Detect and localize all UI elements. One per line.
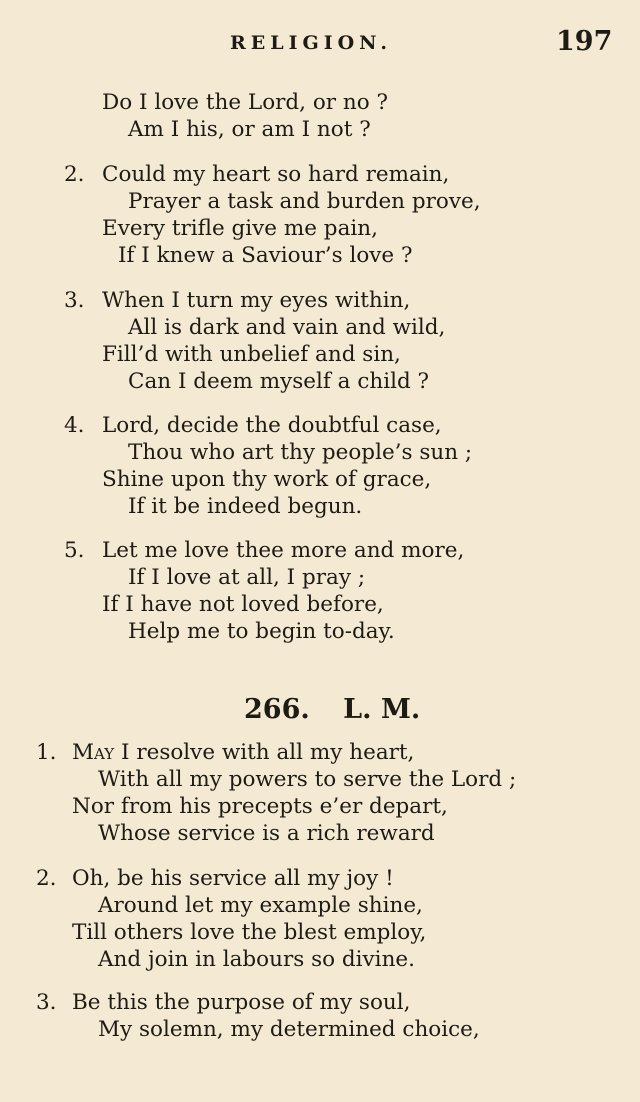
page-number: 197 bbox=[556, 26, 613, 57]
verse-line: If I knew a Saviour’s love ? bbox=[118, 243, 413, 268]
verse-line: If I have not loved before, bbox=[102, 592, 384, 617]
drop-word: May bbox=[72, 740, 115, 765]
stanza-number: 3. bbox=[64, 288, 85, 313]
stanza-number: 3. bbox=[36, 990, 57, 1015]
verse-line: Can I deem myself a child ? bbox=[128, 369, 430, 394]
verse-line: If I love at all, I pray ; bbox=[128, 565, 366, 590]
stanza-number: 2. bbox=[36, 866, 57, 891]
verse-line: Help me to begin to-day. bbox=[128, 619, 395, 644]
hymn-heading bbox=[244, 694, 420, 725]
running-head: RELIGION. bbox=[230, 32, 392, 54]
verse-line: Could my heart so hard remain, bbox=[102, 162, 450, 187]
verse-line: And join in labours so divine. bbox=[98, 947, 415, 972]
hymn-meter: L. M. bbox=[343, 694, 421, 725]
verse-line: Do I love the Lord, or no ? bbox=[102, 90, 389, 115]
verse-line: Whose service is a rich reward bbox=[98, 821, 435, 846]
verse-line: Nor from his precepts e’er depart, bbox=[72, 794, 448, 819]
verse-line: All is dark and vain and wild, bbox=[128, 315, 446, 340]
verse-line: May I resolve with all my heart, bbox=[72, 740, 415, 765]
verse-line: Around let my example shine, bbox=[98, 893, 423, 918]
verse-line: Be this the purpose of my soul, bbox=[72, 990, 411, 1015]
verse-line: Every trifle give me pain, bbox=[102, 216, 378, 241]
verse-line: If it be indeed begun. bbox=[128, 494, 363, 519]
verse-line: Shine upon thy work of grace, bbox=[102, 467, 432, 492]
verse-line: Lord, decide the doubtful case, bbox=[102, 413, 442, 438]
hymn-number: 266. bbox=[244, 694, 310, 725]
verse-line: Let me love thee more and more, bbox=[102, 538, 465, 563]
stanza-number: 4. bbox=[64, 413, 85, 438]
verse-line: My solemn, my determined choice, bbox=[98, 1017, 480, 1042]
verse-line: Oh, be his service all my joy ! bbox=[72, 866, 394, 891]
stanza-number: 5. bbox=[64, 538, 85, 563]
stanza-number: 1. bbox=[36, 740, 57, 765]
verse-line: Thou who art thy people’s sun ; bbox=[128, 440, 473, 465]
verse-line: With all my powers to serve the Lord ; bbox=[98, 767, 517, 792]
verse-line: Am I his, or am I not ? bbox=[128, 117, 371, 142]
verse-line: When I turn my eyes within, bbox=[102, 288, 411, 313]
stanza-number: 2. bbox=[64, 162, 85, 187]
verse-line: Till others love the blest employ, bbox=[72, 920, 427, 945]
verse-line: Fill’d with unbelief and sin, bbox=[102, 342, 401, 367]
verse-line: Prayer a task and burden prove, bbox=[128, 189, 481, 214]
